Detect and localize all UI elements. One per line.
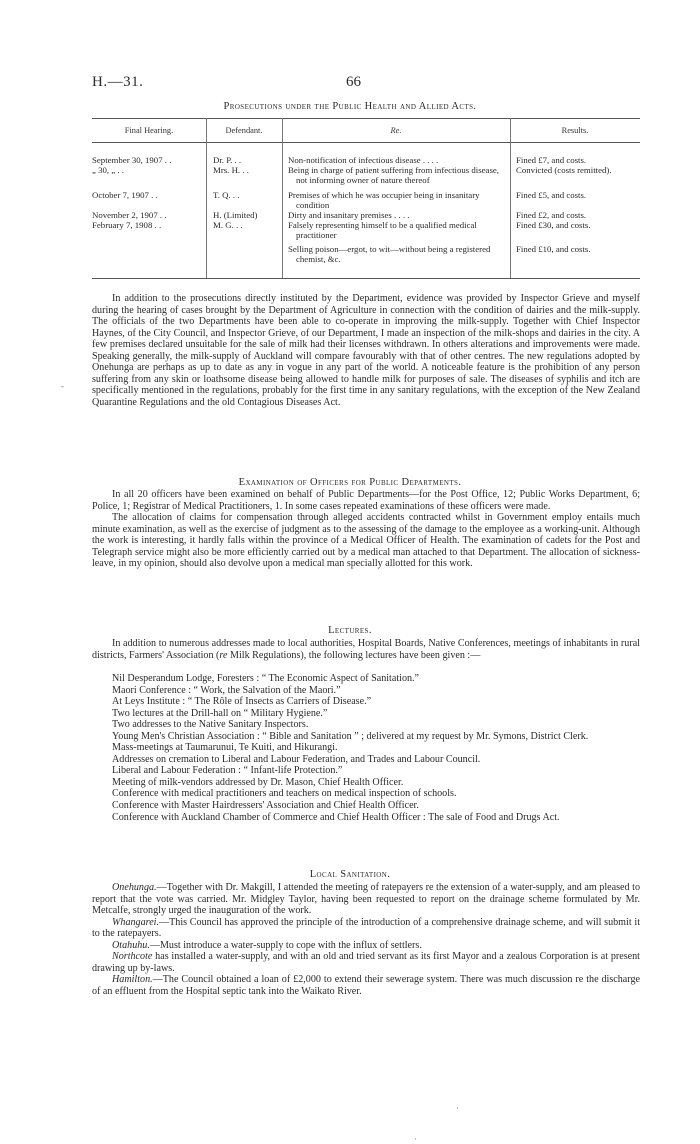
table-cell-hearing: October 7, 1907 . . xyxy=(92,190,158,200)
list-item: Maori Conference : “ Work, the Salvation of the Maori.” xyxy=(112,684,341,696)
margin-mark: ‑ xyxy=(61,381,64,391)
table-cell-defendant: M. G. . . xyxy=(213,220,243,230)
list-item: Two lectures at the Drill-hall on “ Military Hygiene.” xyxy=(112,707,328,719)
table-cell-result: Fined £5, and costs. xyxy=(516,190,587,200)
column-header-defendant: Defendant. xyxy=(225,126,263,135)
report-code: H.—31. xyxy=(92,74,144,90)
table-cell-defendant: T. Q. . . xyxy=(213,190,240,200)
table-cell-hearing: „ 30, „ . . xyxy=(92,165,125,175)
table-cell-defendant: Mrs. H. . . xyxy=(213,165,249,175)
prosecutions-title: Prosecutions under the Public Health and Allied Acts. xyxy=(223,101,477,112)
column-header-final-hearing: Final Hearing. xyxy=(124,126,174,135)
lectures-list xyxy=(92,673,640,823)
paragraph-milk-supply xyxy=(92,293,640,408)
table-cell-result: Fined £30, and costs. xyxy=(516,220,591,230)
column-header-re: Re. xyxy=(390,126,402,135)
table-cell-hearing: September 30, 1907 . . xyxy=(92,155,172,165)
list-item: Conference with Master Hairdressers' Association and Chief Health Officer. xyxy=(112,800,419,812)
paragraph-text: The allocation of claims for compensation through alleged accidents contracted whilst in Government employ entails much minute examination, as well as the exercise of judgment as to the assessing of the damage to the employee as a working-unit. Although the work is interesting, it hardly falls within the province of a Medical Officer of Health. The examination of cadets for the Post and Telegraph service might also be more efficiently carried out by a medical man attached to that Department. The allocation of sickness-leave, in my opinion, should also devolve upon a medical man specially allotted for this work. xyxy=(92,512,640,570)
sanitation-section xyxy=(92,882,640,997)
list-item: Liberal and Labour Federation : “ Infant-life Protection.” xyxy=(112,765,343,777)
margin-mark: · xyxy=(456,1103,459,1113)
list-item: Two addresses to the Native Sanitary Inspectors. xyxy=(112,719,309,731)
list-item: Nil Desperandum Lodge, Foresters : “ The Economic Aspect of Sanitation.” xyxy=(112,673,420,684)
table-cell-re: Being in charge of patient suffering from infectious disease, not informing owner of nature thereof xyxy=(288,165,499,186)
table-cell-defendant: Dr. P. . . xyxy=(213,155,242,165)
table-cell-defendant: H. (Limited) xyxy=(213,210,258,220)
table-cell-re: Non-notification of infectious disease . . . . xyxy=(288,155,439,165)
table-cell-re: Falsely representing himself to be a qualified medical practitioner xyxy=(288,220,477,241)
intro-text: Milk Regulations), the following lectures have been given :— xyxy=(227,649,481,661)
list-item: Meeting of milk-vendors addressed by Dr. Mason, Chief Health Officer. xyxy=(112,776,404,788)
intro-text: In addition to numerous addresses made to local authorities, Hospital Boards, Native Conferences, meetings of inhabitants in rural districts, Farmers' Association ( xyxy=(92,638,640,661)
sanitation-entry: Whangarei.—This Council has approved the principle of the introduction of a comprehensive drainage scheme, and will submit it to the ratepayers. xyxy=(92,916,640,940)
paragraph-text: In all 20 officers have been examined on behalf of Public Departments—for the Post Office, 12; Public Works Department, 6; Police, 1; Registrar of Medical Practitioners, 1. In some cases repeated examinations of these officers were made. xyxy=(92,489,640,512)
table-cell-result: Fined £10, and costs. xyxy=(516,244,591,254)
prosecutions-table xyxy=(92,118,640,278)
sanitation-entry: Hamilton.—The Council obtained a loan of £2,000 to extend their sewerage system. There was much discussion re the discharge of an effluent from the Hospital septic tank into the Waikato River. xyxy=(92,974,640,997)
list-item: Addresses on cremation to Liberal and Labour Federation, and Trades and Labour Council. xyxy=(112,753,481,765)
list-item: Conference with medical practitioners and teachers on medical inspection of schools. xyxy=(112,788,457,800)
sanitation-entry: Northcote has installed a water-supply, and with an old and tried servant as its first Mayor and a zealous Corporation is at present drawing up by-laws. xyxy=(92,951,640,974)
lectures-title: Lectures. xyxy=(328,625,372,636)
table-cell-re: Selling poison—ergot, to wit—without being a registered chemist, &c. xyxy=(288,244,491,265)
column-header-results: Results. xyxy=(561,126,589,135)
page-number: 66 xyxy=(346,74,361,90)
table-cell-re: Dirty and insanitary premises . . . . xyxy=(288,210,410,220)
table-cell-result: Fined £2, and costs. xyxy=(516,210,587,220)
list-item: At Leys Institute : “ The Rôle of Insects as Carriers of Disease.” xyxy=(112,696,372,708)
examination-section xyxy=(92,489,640,570)
table-cell-hearing: November 2, 1907 . . xyxy=(92,210,167,220)
examination-title: Examination of Officers for Public Departments. xyxy=(238,477,462,488)
list-item: Young Men's Christian Association : “ Bible and Sanitation ” ; delivered at my request by Mr. Symons, District Clerk. xyxy=(112,730,589,742)
table-cell-result: Fined £7, and costs. xyxy=(516,155,587,165)
list-item: Mass-meetings at Taumarunui, Te Kuiti, and Hikurangi. xyxy=(112,742,338,754)
intro-re: re xyxy=(219,649,228,661)
sanitation-title: Local Sanitation. xyxy=(309,869,391,880)
margin-mark: · xyxy=(414,1134,417,1144)
sanitation-entry: Onehunga.—Together with Dr. Makgill, I attended the meeting of ratepayers re the extension of a water-supply, and am pleased to report that the vote was carried. Mr. Midgley Taylor, having been requested to report on the drainage scheme formulated by Mr. Metcalfe, strongly urged the inauguration of the work. xyxy=(92,882,640,917)
table-cell-result: Convicted (costs remitted). xyxy=(516,165,612,175)
lectures-intro xyxy=(92,638,640,661)
table-cell-re: Premises of which he was occupier being in insanitary condition xyxy=(288,190,480,211)
paragraph-text: In addition to the prosecutions directly instituted by the Department, evidence was provided by Inspector Grieve and myself during the hearing of cases brought by the Department of Agriculture in connection with the condition of dairies and the milk-supply. The officials of the two Departments have been able to co-operate in improving the milk-supply. Together with Chief Inspector Haynes, of the City Council, and Inspector Grieve, of our Department, I made an inspection of the milk-shops and dairies in the city. A few premises declared unsuitable for the sale of milk had their licenses withdrawn. In others alterations and improvements were made. Speaking generally, the milk-supply of Auckland will compare favourably with that of other centres. The new regulations adopted by Onehunga are perhaps as up to date as any in vogue in any part of the world. A noticeable feature is the prohibition of any person suffering from any skin or loathsome disease being allowed to handle milk for purposes of sale. The diseases of syphilis and itch are specifically mentioned in the regulations, probably for the first time in any sanitary regulations, with the exception of the New Zealand Quarantine Regulations and the old Contagious Diseases Act. xyxy=(92,293,640,408)
list-item: Conference with Auckland Chamber of Commerce and Chief Health Officer : The sale of Food and Drugs Act. xyxy=(112,811,560,823)
table-cell-hearing: February 7, 1908 . . xyxy=(92,220,162,230)
sanitation-entry: Otahuhu.—Must introduce a water-supply to cope with the influx of settlers. xyxy=(112,939,422,951)
